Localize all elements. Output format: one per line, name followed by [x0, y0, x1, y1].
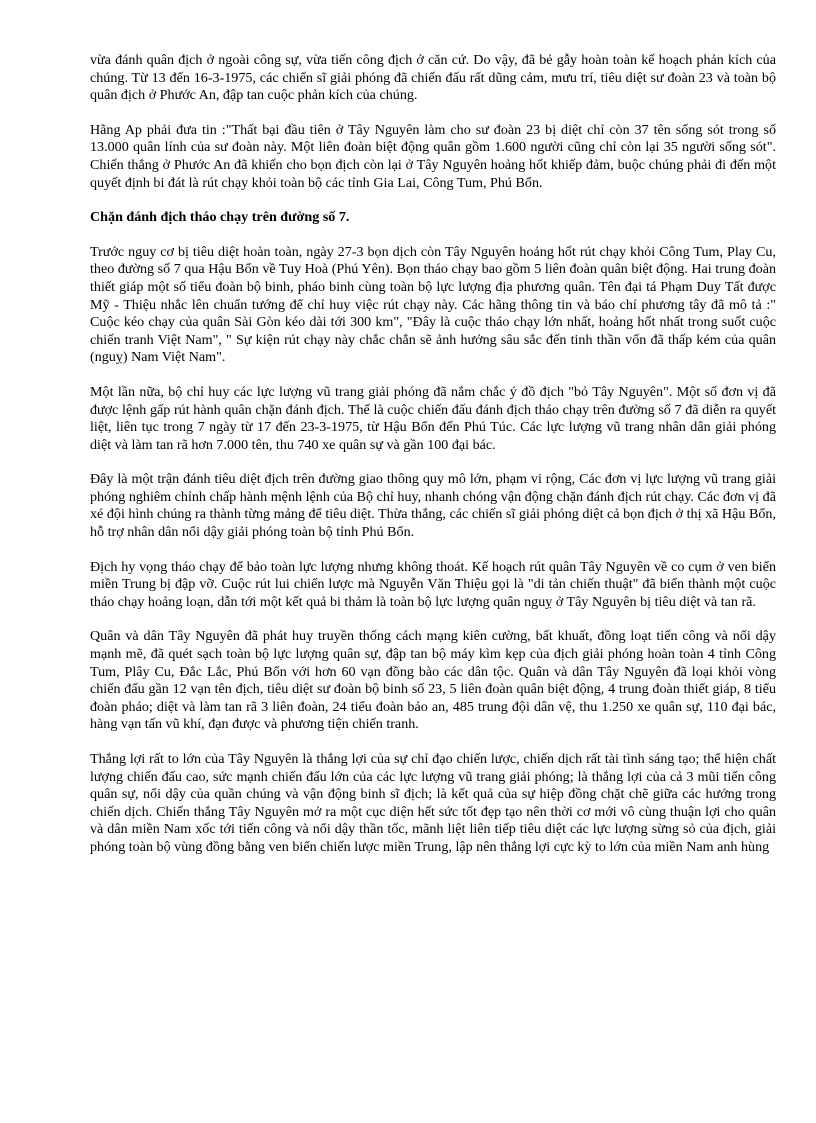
paragraph-command-orders: Một lần nữa, bộ chỉ huy các lực lượng vũ trang giải phóng đã nắm chắc ý đồ địch "bỏ Tây Nguyên". Một số đơn vị đã được lệnh gấp rút hành quân chặn đánh địch. Thế là cuộc chiến đấu đánh địch tháo chạy trên đường số 7 đã diễn ra quyết liệt, liên tục trong 7 ngày từ 17 đến 23-3-1975, từ Hậu Bổn đến Phú Túc. Các lực lượng vũ trang nhân dân giải phóng diệt và làm tan rã hơn 7.000 tên, thu 740 xe quân sự và gần 100 đại bác. [90, 383, 776, 453]
paragraph-ap-news-report: Hãng Ap phải đưa tin :"Thất bại đầu tiên ở Tây Nguyên làm cho sư đoàn 23 bị diệt chỉ còn 37 tên sống sót trong số 13.000 quân lính của sư đoàn này. Một liên đoàn biệt động quân gồm 1.600 người cũng chỉ còn lại 35 người sống sót". Chiến thắng ở Phước An đã khiến cho bọn địch còn lại ở Tây Nguyên hoảng hốt khiếp đảm, buộc chúng phải đi đến một quyết định bi đát là rút chạy khỏi toàn bộ các tỉnh Gia Lai, Công Tum, Phú Bổn. [90, 121, 776, 191]
paragraph-liberation-results: Quân và dân Tây Nguyên đã phát huy truyền thống cách mạng kiên cường, bất khuất, đồng loạt tiến công và nổi dậy mạnh mẽ, đã quét sạch toàn bộ lực lượng quân sự, đập tan bộ máy kìm kẹp của địch giải phóng hoàn toàn 4 tỉnh Công Tum, Plây Cu, Đắc Lắc, Phú Bổn với hơn 60 vạn đồng bào các dân tộc. Quân và dân Tây Nguyên đã loại khỏi vòng chiến đấu gần 12 vạn tên địch, tiêu diệt sư đoàn bộ binh số 23, 5 liên đoàn quân biệt động, 4 trung đoàn thiết giáp, 8 tiểu đoàn pháo; diệt và làm tan rã 3 liên đoàn, 24 tiểu đoàn bảo an, 485 trung đội dân vệ, thu 1.250 xe quân sự, 110 đại bác, hàng vạn tấn vũ khí, đạn được và phương tiện chiến tranh. [90, 628, 776, 733]
section-heading: Chặn đánh địch tháo chạy trên đường số 7. [90, 209, 350, 226]
paragraph-phuoc-an-counterattack: vừa đánh quân địch ở ngoài công sự, vừa tiến công địch ở căn cứ. Do vậy, đã bẻ gẫy hoàn toàn kế hoạch phản kích của chúng. Từ 13 đến 16-3-1975, các chiến sĩ giải phóng đã chiến đấu rất dũng cảm, mưu trí, tiêu diệt sư đoàn 23 và toàn bộ quân địch ở Phước An, đập tan cuộc phản kích của chúng. [90, 52, 776, 104]
paragraph-failed-retreat: Địch hy vọng tháo chạy để bảo toàn lực lượng nhưng không thoát. Kế hoạch rút quân Tây Nguyên về co cụm ở ven biển miền Trung bị đập vỡ. Cuộc rút lui chiến lược mà Nguyễn Văn Thiệu gọi là "di tản chiến thuật" đã biến thành một cuộc tháo chạy hoảng loạn, dẫn tới một kết quả bi thảm là toàn bộ lực lượng quân nguỵ ở Tây Nguyên bị tiêu diệt và tan rã. [90, 558, 776, 610]
paragraph-large-scale-battle: Đây là một trận đánh tiêu diệt địch trên đường giao thông quy mô lớn, phạm vi rộng, Các đơn vị lực lượng vũ trang giải phóng nghiêm chỉnh chấp hành mệnh lệnh của Bộ chỉ huy, nhanh chóng vận động chặn đánh địch rút chạy. Các đơn vị đã xé đội hình chúng ra thành từng mảng để tiêu diệt. Thừa thắng, các chiến sĩ giải phóng diệt cả bọn địch ở thị xã Hậu Bổn, hỗ trợ nhân dân nổi dậy giải phóng toàn bộ tỉnh Phú Bổn. [90, 471, 776, 541]
paragraph-victory-significance: Thắng lợi rất to lớn của Tây Nguyên là thắng lợi của sự chỉ đạo chiến lược, chiến dịch rất tài tình sáng tạo; thể hiện chất lượng chiến đấu cao, sức mạnh chiến đấu lớn của các lực lượng vũ trang giải phóng; là thắng lợi của cả 3 mũi tiến công quân sự, nổi dậy của quần chúng và vận động binh sĩ địch; là kết quả của sự hiệp đồng chặt chẽ giữa các hướng trong chiến dịch. Chiến thắng Tây Nguyên mở ra một cục diện hết sức tốt đẹp tạo nên thời cơ mới vô cùng thuận lợi cho quân và dân miền Nam xốc tới tiến công và nổi dậy thần tốc, mãnh liệt liên tiếp tiêu diệt các lực lượng sừng sỏ của địch, giải phóng toàn bộ vùng đồng bằng ven biển chiến lược miền Trung, lập nên thắng lợi cực kỳ to lớn của miền Nam anh hùng [90, 751, 776, 855]
document-page [90, 52, 776, 874]
paragraph-retreat-route-7: Trước nguy cơ bị tiêu diệt hoàn toàn, ngày 27-3 bọn dịch còn Tây Nguyên hoảng hốt rút chạy khỏi Công Tum, Play Cu, theo đường số 7 qua Hậu Bổn về Tuy Hoà (Phú Yên). Bọn tháo chạy bao gồm 5 liên đoàn quân biệt động. Hai trung đoàn thiết giáp một số tiểu đoàn bộ binh, pháo binh cùng toàn bộ lực lượng địa phương quân. Tên đại tá Phạm Duy Tất được Mỹ - Thiệu nhắc lên chuẩn tướng để chỉ huy việc rút chạy này. Các hãng thông tin và báo chí phương tây đã mô tả :" Cuộc kéo chạy của quân Sài Gòn kéo dài tới 300 km", "Đây là cuộc tháo chạy lớn nhất, hoảng hốt nhất trong suốt cuộc chiến tranh Việt Nam", " Sự kiện rút chạy này chắc chắn sẽ ảnh hưởng sâu sắc đến tinh thần vốn đã thấp kém của quân (nguỵ) Nam Việt Nam". [90, 243, 776, 366]
